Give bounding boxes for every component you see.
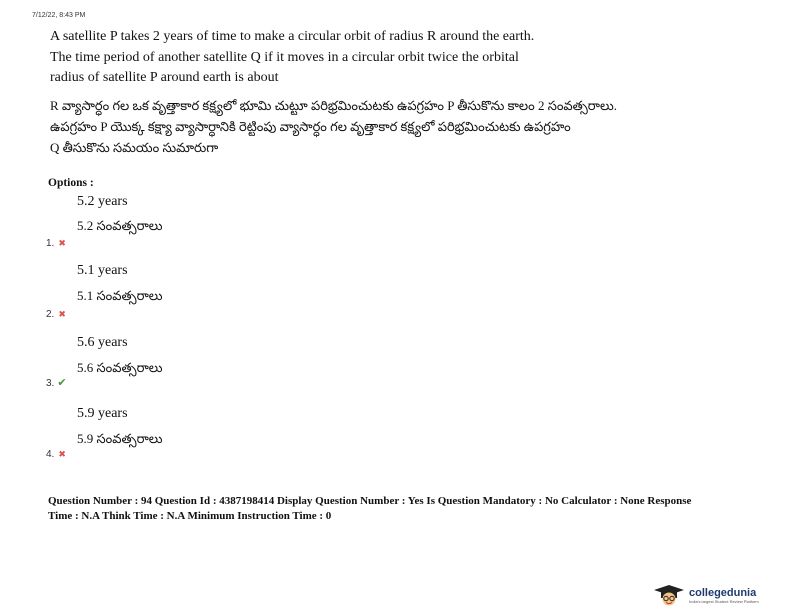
option-3-marker [46, 373, 67, 391]
logo-tagline: India's largest Student Review Platform [689, 598, 759, 604]
metadata-line: Question Number : 94 Question Id : 4387198414 Display Question Number : Yes Is Question Mandatory : No Calculator : None Response [48, 495, 692, 507]
timestamp: 7/12/22, 8:43 PM [32, 12, 86, 19]
question-telugu [50, 95, 650, 158]
question-metadata [48, 494, 758, 523]
cross-icon: ✖ [58, 449, 66, 459]
cross-icon: ✖ [58, 238, 66, 248]
metadata-line: Time : N.A Think Time : N.A Minimum Instruction Time : 0 [48, 509, 332, 522]
question-line: A satellite P takes 2 years of time to make a circular orbit of radius R around the earth. [50, 29, 535, 44]
option-number: 3. [46, 378, 55, 389]
option-3-telugu: 5.6 సంవత్సరాలు [77, 360, 163, 375]
option-4-english: 5.9 years [77, 406, 128, 421]
options-label: Options : [48, 177, 94, 189]
question-line: The time period of another satellite Q if it moves in a circular orbit twice the orbital [50, 49, 519, 65]
question-line: radius of satellite P around earth is about [50, 70, 279, 85]
cross-icon: ✖ [58, 309, 66, 319]
option-2-marker [46, 304, 66, 322]
option-1-marker [46, 233, 66, 251]
option-number: 1. [46, 238, 55, 249]
option-4-marker [46, 444, 66, 462]
option-4-telugu: 5.9 సంవత్సరాలు [77, 431, 163, 446]
graduate-mascot-icon [652, 584, 686, 606]
option-3-english: 5.6 years [77, 335, 128, 350]
question-line: R వ్యాసార్ధం గల ఒక వృత్తాకార కక్ష్యలో భూమి చుట్టూ పరిభ్రమించుటకు ఉపగ్రహం P తీసుకొను కాలం 2 సంవత్సరాలు. [50, 98, 617, 113]
check-icon: ✔ [57, 377, 67, 389]
question-line: Q తీసుకొను సమయం సుమారుగా [50, 140, 219, 155]
option-number: 4. [46, 449, 55, 460]
option-1-telugu: 5.2 సంవత్సరాలు [77, 218, 163, 233]
logo-name: collegedunia [689, 586, 757, 599]
option-2-telugu: 5.1 సంవత్సరాలు [77, 288, 163, 303]
option-number: 2. [46, 309, 55, 320]
question-english [50, 27, 610, 89]
question-line: ఉపగ్రహం P యొక్క కక్ష్యా వ్యాసార్ధానికి రెట్టింపు వ్యాసార్ధం గల వృత్తాకార కక్ష్యలో పరిభ్రమించుటకు ఉపగ్రహం [50, 119, 571, 134]
option-2-english: 5.1 years [77, 263, 128, 278]
option-1-english: 5.2 years [77, 194, 128, 209]
collegedunia-logo [652, 584, 759, 606]
